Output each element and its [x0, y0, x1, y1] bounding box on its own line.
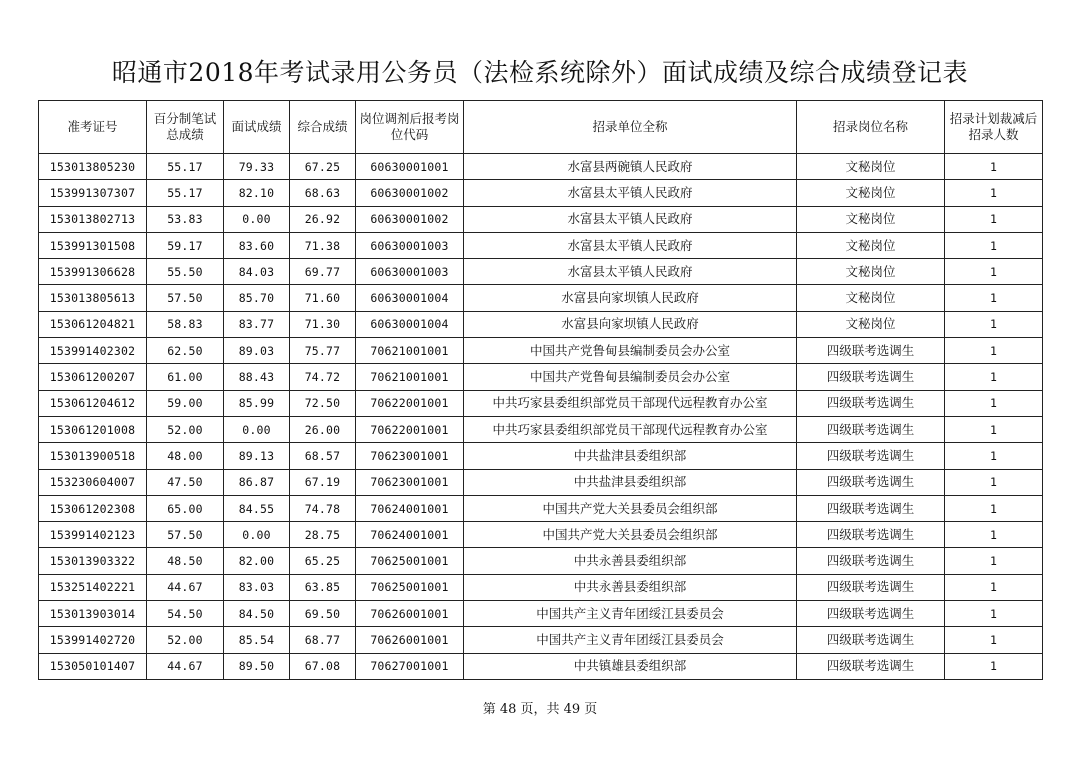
post-code-cell: 70625001001	[356, 574, 464, 600]
post-name-cell: 四级联考选调生	[797, 495, 945, 521]
interview-score-cell: 85.99	[224, 390, 290, 416]
written-score-cell: 44.67	[147, 574, 224, 600]
total-score-cell: 72.50	[290, 390, 356, 416]
table-row	[39, 522, 1043, 548]
page-number: 第 48 页，共 49 页	[482, 702, 598, 717]
table-header-row	[39, 101, 1043, 154]
total-score-cell: 69.50	[290, 601, 356, 627]
post-code-cell: 70626001001	[356, 627, 464, 653]
unit-name-cell: 中共巧家县委组织部党员干部现代远程教育办公室	[464, 390, 797, 416]
post-name-cell: 文秘岗位	[797, 232, 945, 258]
exam-number-cell: 153061200207	[39, 364, 147, 390]
post-name-cell: 四级联考选调生	[797, 390, 945, 416]
interview-score-cell: 0.00	[224, 416, 290, 442]
post-name-cell: 四级联考选调生	[797, 548, 945, 574]
interview-score-cell: 84.50	[224, 601, 290, 627]
interview-score-cell: 0.00	[224, 206, 290, 232]
written-score-cell: 53.83	[147, 206, 224, 232]
written-score-cell: 58.83	[147, 311, 224, 337]
exam-number-cell: 153991402123	[39, 522, 147, 548]
exam-number-cell: 153013903322	[39, 548, 147, 574]
unit-name-cell: 中国共产党大关县委员会组织部	[464, 495, 797, 521]
post-code-cell: 70621001001	[356, 338, 464, 364]
interview-score-cell: 85.70	[224, 285, 290, 311]
exam-number-cell: 153061202308	[39, 495, 147, 521]
written-score-cell: 57.50	[147, 285, 224, 311]
table-row	[39, 469, 1043, 495]
interview-score-cell: 79.33	[224, 154, 290, 180]
written-score-cell: 62.50	[147, 338, 224, 364]
header-quota: 招录计划裁减后招录人数	[945, 101, 1043, 154]
exam-number-cell: 153230604007	[39, 469, 147, 495]
total-score-cell: 71.30	[290, 311, 356, 337]
interview-score-cell: 82.00	[224, 548, 290, 574]
table-row	[39, 285, 1043, 311]
quota-cell: 1	[945, 601, 1043, 627]
table-row	[39, 495, 1043, 521]
table-row	[39, 416, 1043, 442]
post-code-cell: 60630001002	[356, 180, 464, 206]
exam-number-cell: 153061204821	[39, 311, 147, 337]
post-name-cell: 四级联考选调生	[797, 601, 945, 627]
exam-number-cell: 153991306628	[39, 259, 147, 285]
unit-name-cell: 中国共产主义青年团绥江县委员会	[464, 627, 797, 653]
header-total-score: 综合成绩	[290, 101, 356, 154]
quota-cell: 1	[945, 653, 1043, 679]
total-score-cell: 65.25	[290, 548, 356, 574]
exam-number-cell: 153013805230	[39, 154, 147, 180]
table-row	[39, 574, 1043, 600]
written-score-cell: 48.50	[147, 548, 224, 574]
written-score-cell: 59.00	[147, 390, 224, 416]
written-score-cell: 57.50	[147, 522, 224, 548]
total-score-cell: 69.77	[290, 259, 356, 285]
quota-cell: 1	[945, 495, 1043, 521]
post-name-cell: 文秘岗位	[797, 180, 945, 206]
written-score-cell: 61.00	[147, 364, 224, 390]
post-code-cell: 70623001001	[356, 443, 464, 469]
unit-name-cell: 水富县太平镇人民政府	[464, 206, 797, 232]
unit-name-cell: 水富县向家坝镇人民政府	[464, 311, 797, 337]
quota-cell: 1	[945, 390, 1043, 416]
exam-number-cell: 153013903014	[39, 601, 147, 627]
post-name-cell: 文秘岗位	[797, 311, 945, 337]
total-score-cell: 63.85	[290, 574, 356, 600]
unit-name-cell: 水富县两碗镇人民政府	[464, 154, 797, 180]
written-score-cell: 52.00	[147, 627, 224, 653]
quota-cell: 1	[945, 311, 1043, 337]
post-code-cell: 70624001001	[356, 522, 464, 548]
written-score-cell: 44.67	[147, 653, 224, 679]
post-code-cell: 70622001001	[356, 390, 464, 416]
quota-cell: 1	[945, 443, 1043, 469]
exam-number-cell: 153013805613	[39, 285, 147, 311]
post-code-cell: 60630001003	[356, 232, 464, 258]
unit-name-cell: 中共永善县委组织部	[464, 574, 797, 600]
exam-number-cell: 153991402302	[39, 338, 147, 364]
post-name-cell: 文秘岗位	[797, 206, 945, 232]
quota-cell: 1	[945, 259, 1043, 285]
post-name-cell: 四级联考选调生	[797, 364, 945, 390]
written-score-cell: 52.00	[147, 416, 224, 442]
unit-name-cell: 中国共产党大关县委员会组织部	[464, 522, 797, 548]
post-name-cell: 文秘岗位	[797, 285, 945, 311]
header-post-name: 招录岗位名称	[797, 101, 945, 154]
written-score-cell: 55.17	[147, 180, 224, 206]
total-score-cell: 26.00	[290, 416, 356, 442]
post-code-cell: 60630001002	[356, 206, 464, 232]
exam-number-cell: 153991402720	[39, 627, 147, 653]
interview-score-cell: 83.03	[224, 574, 290, 600]
header-post-code: 岗位调剂后报考岗位代码	[356, 101, 464, 154]
post-name-cell: 四级联考选调生	[797, 627, 945, 653]
quota-cell: 1	[945, 548, 1043, 574]
unit-name-cell: 中共盐津县委组织部	[464, 469, 797, 495]
table-row	[39, 443, 1043, 469]
post-code-cell: 60630001004	[356, 311, 464, 337]
unit-name-cell: 中共镇雄县委组织部	[464, 653, 797, 679]
post-name-cell: 四级联考选调生	[797, 469, 945, 495]
total-score-cell: 74.78	[290, 495, 356, 521]
table-row	[39, 180, 1043, 206]
unit-name-cell: 中共永善县委组织部	[464, 548, 797, 574]
post-name-cell: 文秘岗位	[797, 154, 945, 180]
exam-number-cell: 153013900518	[39, 443, 147, 469]
post-code-cell: 60630001004	[356, 285, 464, 311]
table-row	[39, 653, 1043, 679]
post-code-cell: 70625001001	[356, 548, 464, 574]
exam-number-cell: 153251402221	[39, 574, 147, 600]
unit-name-cell: 中国共产党鲁甸县编制委员会办公室	[464, 364, 797, 390]
written-score-cell: 55.50	[147, 259, 224, 285]
unit-name-cell: 水富县向家坝镇人民政府	[464, 285, 797, 311]
quota-cell: 1	[945, 180, 1043, 206]
table-row	[39, 232, 1043, 258]
post-name-cell: 文秘岗位	[797, 259, 945, 285]
post-code-cell: 70623001001	[356, 469, 464, 495]
quota-cell: 1	[945, 574, 1043, 600]
interview-score-cell: 82.10	[224, 180, 290, 206]
table-row	[39, 548, 1043, 574]
quota-cell: 1	[945, 232, 1043, 258]
post-name-cell: 四级联考选调生	[797, 522, 945, 548]
written-score-cell: 47.50	[147, 469, 224, 495]
total-score-cell: 75.77	[290, 338, 356, 364]
unit-name-cell: 中共盐津县委组织部	[464, 443, 797, 469]
interview-score-cell: 89.03	[224, 338, 290, 364]
table-row	[39, 259, 1043, 285]
post-code-cell: 70622001001	[356, 416, 464, 442]
table-row	[39, 154, 1043, 180]
total-score-cell: 71.38	[290, 232, 356, 258]
table-row	[39, 364, 1043, 390]
interview-score-cell: 83.60	[224, 232, 290, 258]
interview-score-cell: 89.50	[224, 653, 290, 679]
unit-name-cell: 水富县太平镇人民政府	[464, 180, 797, 206]
header-interview-score: 面试成绩	[224, 101, 290, 154]
quota-cell: 1	[945, 338, 1043, 364]
header-written-score: 百分制笔试总成绩	[147, 101, 224, 154]
exam-number-cell: 153061201008	[39, 416, 147, 442]
total-score-cell: 67.08	[290, 653, 356, 679]
table-row	[39, 206, 1043, 232]
unit-name-cell: 水富县太平镇人民政府	[464, 259, 797, 285]
interview-score-cell: 0.00	[224, 522, 290, 548]
interview-score-cell: 89.13	[224, 443, 290, 469]
table-row	[39, 338, 1043, 364]
total-score-cell: 74.72	[290, 364, 356, 390]
header-exam-number: 准考证号	[39, 101, 147, 154]
total-score-cell: 67.25	[290, 154, 356, 180]
written-score-cell: 65.00	[147, 495, 224, 521]
post-code-cell: 70626001001	[356, 601, 464, 627]
header-unit-name: 招录单位全称	[464, 101, 797, 154]
written-score-cell: 48.00	[147, 443, 224, 469]
quota-cell: 1	[945, 206, 1043, 232]
post-code-cell: 70621001001	[356, 364, 464, 390]
written-score-cell: 59.17	[147, 232, 224, 258]
post-code-cell: 70627001001	[356, 653, 464, 679]
total-score-cell: 68.63	[290, 180, 356, 206]
quota-cell: 1	[945, 285, 1043, 311]
exam-number-cell: 153013802713	[39, 206, 147, 232]
post-name-cell: 四级联考选调生	[797, 574, 945, 600]
quota-cell: 1	[945, 416, 1043, 442]
quota-cell: 1	[945, 627, 1043, 653]
total-score-cell: 28.75	[290, 522, 356, 548]
total-score-cell: 67.19	[290, 469, 356, 495]
score-table	[38, 100, 1043, 680]
page-title: 昭通市2018年考试录用公务员（法检系统除外）面试成绩及综合成绩登记表	[111, 58, 969, 87]
interview-score-cell: 83.77	[224, 311, 290, 337]
post-name-cell: 四级联考选调生	[797, 338, 945, 364]
quota-cell: 1	[945, 522, 1043, 548]
table-row	[39, 311, 1043, 337]
unit-name-cell: 中国共产党鲁甸县编制委员会办公室	[464, 338, 797, 364]
post-name-cell: 四级联考选调生	[797, 653, 945, 679]
total-score-cell: 71.60	[290, 285, 356, 311]
written-score-cell: 55.17	[147, 154, 224, 180]
written-score-cell: 54.50	[147, 601, 224, 627]
interview-score-cell: 85.54	[224, 627, 290, 653]
post-name-cell: 四级联考选调生	[797, 416, 945, 442]
unit-name-cell: 水富县太平镇人民政府	[464, 232, 797, 258]
total-score-cell: 68.57	[290, 443, 356, 469]
unit-name-cell: 中国共产主义青年团绥江县委员会	[464, 601, 797, 627]
table-row	[39, 627, 1043, 653]
total-score-cell: 26.92	[290, 206, 356, 232]
quota-cell: 1	[945, 364, 1043, 390]
interview-score-cell: 88.43	[224, 364, 290, 390]
interview-score-cell: 86.87	[224, 469, 290, 495]
quota-cell: 1	[945, 469, 1043, 495]
table-row	[39, 601, 1043, 627]
exam-number-cell: 153061204612	[39, 390, 147, 416]
post-name-cell: 四级联考选调生	[797, 443, 945, 469]
exam-number-cell: 153050101407	[39, 653, 147, 679]
quota-cell: 1	[945, 154, 1043, 180]
total-score-cell: 68.77	[290, 627, 356, 653]
exam-number-cell: 153991301508	[39, 232, 147, 258]
interview-score-cell: 84.03	[224, 259, 290, 285]
interview-score-cell: 84.55	[224, 495, 290, 521]
table-row	[39, 390, 1043, 416]
unit-name-cell: 中共巧家县委组织部党员干部现代远程教育办公室	[464, 416, 797, 442]
exam-number-cell: 153991307307	[39, 180, 147, 206]
post-code-cell: 70624001001	[356, 495, 464, 521]
post-code-cell: 60630001003	[356, 259, 464, 285]
post-code-cell: 60630001001	[356, 154, 464, 180]
